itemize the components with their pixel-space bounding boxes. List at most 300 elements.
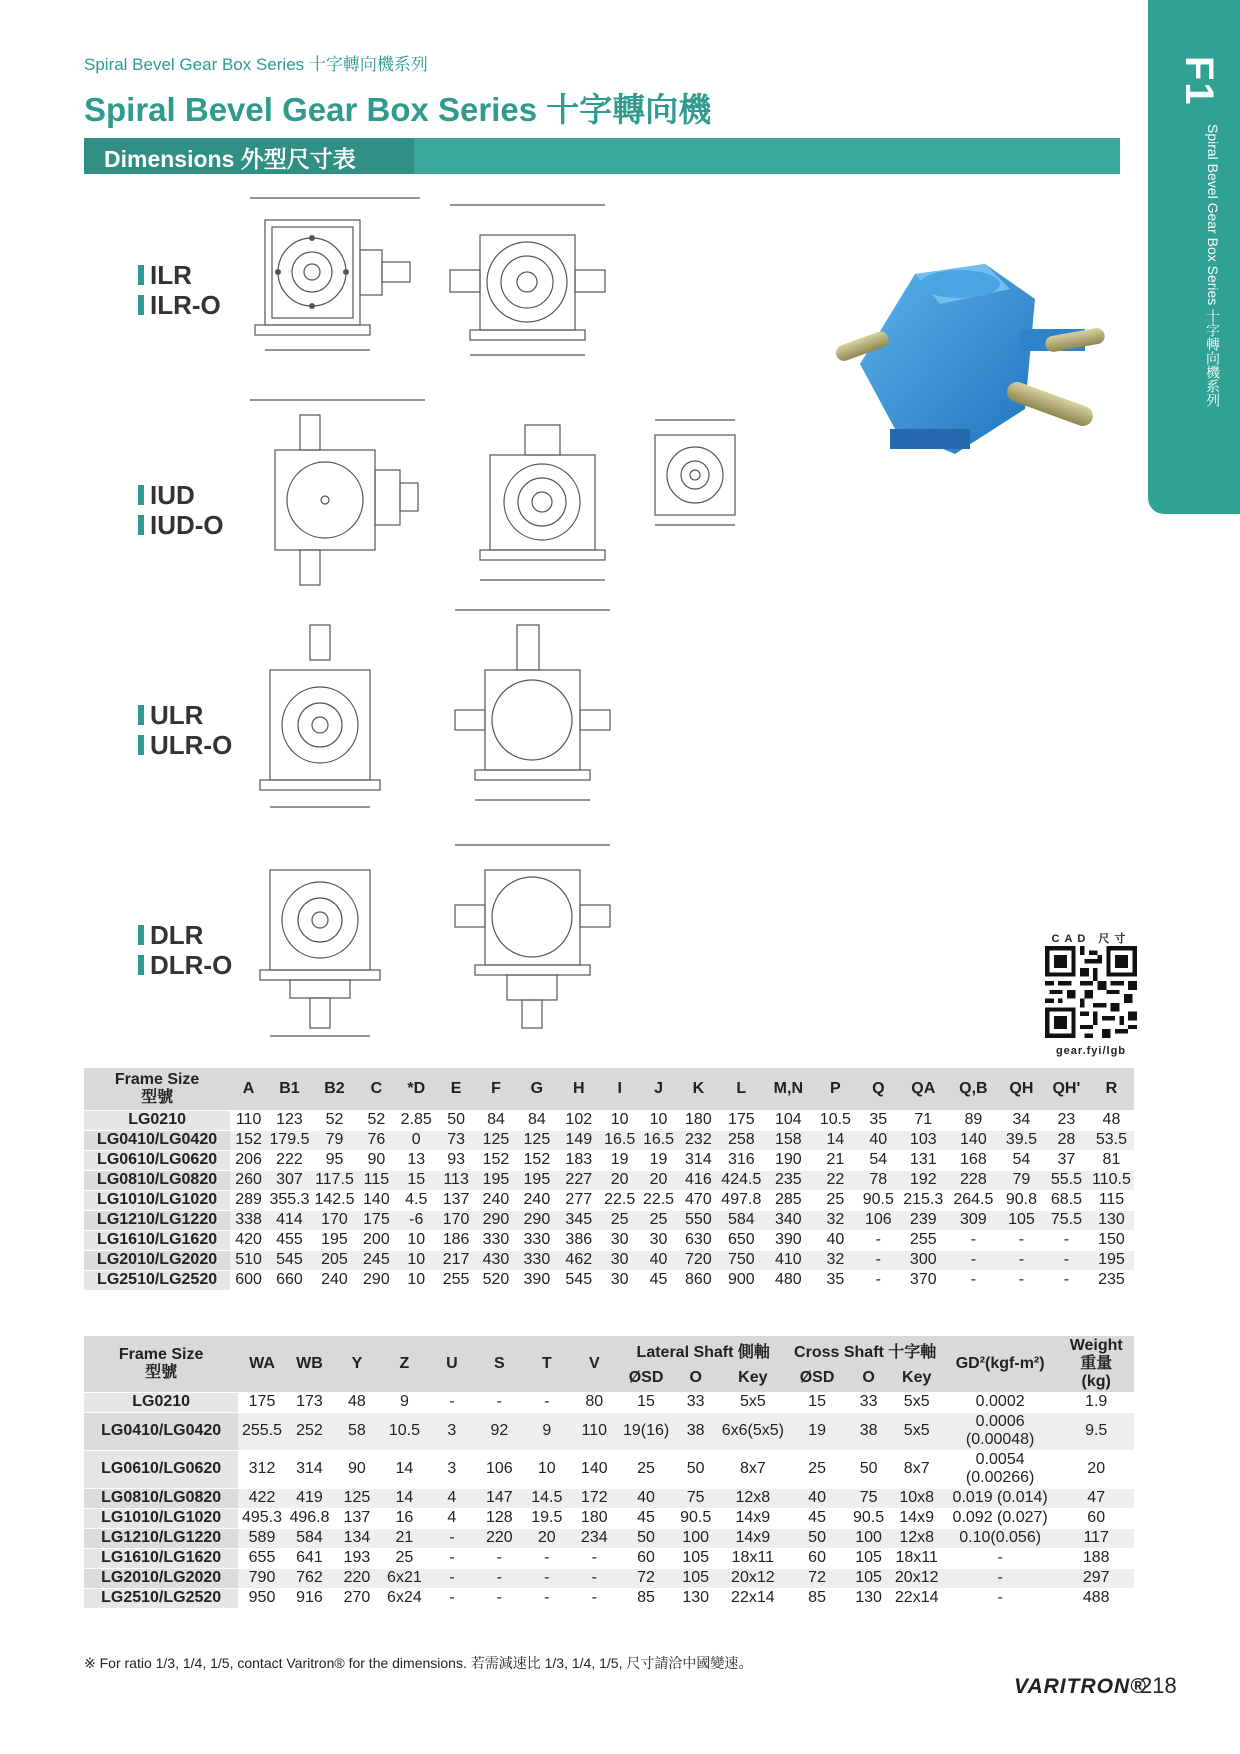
table-cell: 18x11 bbox=[892, 1548, 942, 1568]
table-cell: 10 bbox=[396, 1270, 437, 1290]
table-row bbox=[84, 1230, 1134, 1250]
table-cell: 20x12 bbox=[892, 1568, 942, 1588]
table-cell: 158 bbox=[764, 1130, 813, 1150]
table-cell: 497.8 bbox=[719, 1190, 764, 1210]
table-cell: 39.5 bbox=[999, 1130, 1044, 1150]
table-cell: 22x14 bbox=[892, 1588, 942, 1608]
table-cell: 290 bbox=[357, 1270, 396, 1290]
table-cell: 137 bbox=[333, 1508, 380, 1528]
table-cell: 10 bbox=[639, 1110, 678, 1130]
table-row bbox=[84, 1450, 1134, 1488]
frame-size-cell: LG1010/LG1020 bbox=[84, 1190, 230, 1210]
table-cell: 72 bbox=[788, 1568, 845, 1588]
col-header-gd2: GD²(kgf-m²) bbox=[942, 1336, 1059, 1392]
drawing-ulr-side bbox=[445, 605, 620, 810]
table-cell: 33 bbox=[674, 1392, 717, 1412]
table-cell: 240 bbox=[312, 1270, 357, 1290]
table-cell: 172 bbox=[571, 1488, 618, 1508]
table-cell: 10 bbox=[600, 1110, 639, 1130]
table-cell: 40 bbox=[858, 1130, 899, 1150]
gd2-cell: 0.0054 (0.00266) bbox=[942, 1450, 1059, 1488]
col-header: E bbox=[437, 1068, 476, 1110]
table-cell: 28 bbox=[1044, 1130, 1089, 1150]
table-cell: - bbox=[428, 1528, 475, 1548]
table-cell: 50 bbox=[846, 1450, 892, 1488]
side-tab-code: F1 bbox=[1177, 56, 1221, 107]
table-cell: 180 bbox=[678, 1110, 719, 1130]
table-row bbox=[84, 1528, 1134, 1548]
table-cell: - bbox=[948, 1250, 999, 1270]
table-cell: 89 bbox=[948, 1110, 999, 1130]
table-cell: 90.8 bbox=[999, 1190, 1044, 1210]
table-cell: 128 bbox=[476, 1508, 523, 1528]
table-cell: 175 bbox=[719, 1110, 764, 1130]
col-header: QH bbox=[999, 1068, 1044, 1110]
table-cell: 75.5 bbox=[1044, 1210, 1089, 1230]
table-cell: 142.5 bbox=[312, 1190, 357, 1210]
table-cell: 285 bbox=[764, 1190, 813, 1210]
table-cell: 106 bbox=[476, 1450, 523, 1488]
table-cell: 589 bbox=[238, 1528, 285, 1548]
col-header: Q,B bbox=[948, 1068, 999, 1110]
frame-size-cell: LG1210/LG1220 bbox=[84, 1210, 230, 1230]
table-cell: - bbox=[428, 1588, 475, 1608]
table-cell: 545 bbox=[557, 1270, 600, 1290]
table-row bbox=[84, 1548, 1134, 1568]
table-cell: 85 bbox=[618, 1588, 674, 1608]
table-cell: 68.5 bbox=[1044, 1190, 1089, 1210]
table-cell: - bbox=[999, 1230, 1044, 1250]
table-cell: 14x9 bbox=[717, 1528, 788, 1548]
table-cell: 90.5 bbox=[674, 1508, 717, 1528]
table-cell: 30 bbox=[600, 1250, 639, 1270]
table-cell: 16.5 bbox=[639, 1130, 678, 1150]
table-cell: - bbox=[1044, 1270, 1089, 1290]
table-cell: 92 bbox=[476, 1412, 523, 1450]
table-cell: 130 bbox=[846, 1588, 892, 1608]
table-cell: 414 bbox=[267, 1210, 312, 1230]
frame-size-cell: LG2510/LG2520 bbox=[84, 1588, 238, 1608]
table-cell: 32 bbox=[813, 1250, 858, 1270]
table-cell: 19 bbox=[788, 1412, 845, 1450]
table-row bbox=[84, 1488, 1134, 1508]
table-cell: 175 bbox=[238, 1392, 285, 1412]
col-header-cross-shaft: Cross Shaft 十字軸 bbox=[788, 1336, 941, 1364]
table-cell: 277 bbox=[557, 1190, 600, 1210]
table-cell: 55.5 bbox=[1044, 1170, 1089, 1190]
table-cell: 102 bbox=[557, 1110, 600, 1130]
model-label-ulr: ULR ULR-O bbox=[138, 700, 232, 760]
col-header: WB bbox=[286, 1336, 333, 1392]
table-cell: 330 bbox=[476, 1230, 517, 1250]
col-header: C bbox=[357, 1068, 396, 1110]
footnote: ※ For ratio 1/3, 1/4, 1/5, contact Varitron® for the dimensions. 若需減速比 1/3, 1/4, 1/5, 尺寸請洽中國變速。 bbox=[84, 1655, 753, 1671]
table-cell: 260 bbox=[230, 1170, 267, 1190]
drawing-dlr-front bbox=[255, 860, 405, 1040]
frame-size-cell: LG0210 bbox=[84, 1392, 238, 1412]
table-cell: 330 bbox=[516, 1250, 557, 1270]
col-header: QA bbox=[899, 1068, 948, 1110]
table-cell: 90 bbox=[333, 1450, 380, 1488]
model-label-ilr: ILR ILR-O bbox=[138, 260, 221, 320]
col-header: B2 bbox=[312, 1068, 357, 1110]
table-cell: 60 bbox=[788, 1548, 845, 1568]
table-cell: 289 bbox=[230, 1190, 267, 1210]
table-cell: - bbox=[858, 1250, 899, 1270]
table-cell: 227 bbox=[557, 1170, 600, 1190]
table-cell: 103 bbox=[899, 1130, 948, 1150]
col-header-frame-size: Frame Size 型號 bbox=[84, 1068, 230, 1110]
table-cell: 106 bbox=[858, 1210, 899, 1230]
table-cell: 255 bbox=[899, 1230, 948, 1250]
table-cell: 140 bbox=[571, 1450, 618, 1488]
col-header: T bbox=[523, 1336, 570, 1392]
table-cell: 12x8 bbox=[717, 1488, 788, 1508]
product-photo bbox=[820, 244, 1120, 499]
table-cell: 72 bbox=[618, 1568, 674, 1588]
table-cell: 30 bbox=[600, 1270, 639, 1290]
table-cell: - bbox=[428, 1392, 475, 1412]
table-cell: 130 bbox=[1089, 1210, 1134, 1230]
table-cell: 316 bbox=[719, 1150, 764, 1170]
table-cell: 420 bbox=[230, 1230, 267, 1250]
frame-size-cell: LG0610/LG0620 bbox=[84, 1150, 230, 1170]
table-cell: - bbox=[571, 1588, 618, 1608]
table-cell: 52 bbox=[357, 1110, 396, 1130]
table-cell: 90.5 bbox=[858, 1190, 899, 1210]
table-cell: 193 bbox=[333, 1548, 380, 1568]
qr-caption-top: CAD 尺寸 bbox=[1051, 933, 1131, 945]
table-cell: 240 bbox=[476, 1190, 517, 1210]
qr-code[interactable] bbox=[1045, 946, 1137, 1038]
table-cell: 264.5 bbox=[948, 1190, 999, 1210]
table-cell: 0 bbox=[396, 1130, 437, 1150]
table-cell: 105 bbox=[674, 1568, 717, 1588]
frame-size-cell: LG2010/LG2020 bbox=[84, 1250, 230, 1270]
table-cell: 22 bbox=[813, 1170, 858, 1190]
table-cell: 641 bbox=[286, 1548, 333, 1568]
qr-code-block[interactable] bbox=[1045, 930, 1137, 1057]
table-cell: 76 bbox=[357, 1130, 396, 1150]
col-header: K bbox=[678, 1068, 719, 1110]
table-cell: 422 bbox=[238, 1488, 285, 1508]
col-header: S bbox=[476, 1336, 523, 1392]
table-cell: 750 bbox=[719, 1250, 764, 1270]
table-cell: 235 bbox=[1089, 1270, 1134, 1290]
table-cell: 239 bbox=[899, 1210, 948, 1230]
gd2-cell: - bbox=[942, 1548, 1059, 1568]
table-cell: 30 bbox=[600, 1230, 639, 1250]
frame-size-cell: LG1610/LG1620 bbox=[84, 1548, 238, 1568]
table-cell: 105 bbox=[846, 1568, 892, 1588]
table-cell: 312 bbox=[238, 1450, 285, 1488]
col-header-frame-size: Frame Size 型號 bbox=[84, 1336, 238, 1392]
table-cell: 6x6(5x5) bbox=[717, 1412, 788, 1450]
table-cell: 19 bbox=[600, 1150, 639, 1170]
table-cell: 45 bbox=[639, 1270, 678, 1290]
table-cell: 355.3 bbox=[267, 1190, 312, 1210]
table-cell: 290 bbox=[516, 1210, 557, 1230]
table-cell: 338 bbox=[230, 1210, 267, 1230]
table-cell: 105 bbox=[999, 1210, 1044, 1230]
table-cell: 10.5 bbox=[813, 1110, 858, 1130]
table-cell: 20x12 bbox=[717, 1568, 788, 1588]
table-row bbox=[84, 1412, 1134, 1450]
table-cell: 105 bbox=[674, 1548, 717, 1568]
table-cell: 215.3 bbox=[899, 1190, 948, 1210]
table-cell: 175 bbox=[357, 1210, 396, 1230]
table-cell: 100 bbox=[674, 1528, 717, 1548]
table-cell: 22.5 bbox=[600, 1190, 639, 1210]
table-cell: 35 bbox=[813, 1270, 858, 1290]
table-cell: 75 bbox=[674, 1488, 717, 1508]
table-cell: 390 bbox=[516, 1270, 557, 1290]
table-cell: 147 bbox=[476, 1488, 523, 1508]
table-row bbox=[84, 1150, 1134, 1170]
table-cell: 58 bbox=[333, 1412, 380, 1450]
table-cell: 110 bbox=[571, 1412, 618, 1450]
frame-size-cell: LG0410/LG0420 bbox=[84, 1412, 238, 1450]
table-cell: 520 bbox=[476, 1270, 517, 1290]
table-cell: 290 bbox=[476, 1210, 517, 1230]
table-cell: 50 bbox=[437, 1110, 476, 1130]
table-cell: 192 bbox=[899, 1170, 948, 1190]
table-cell: 495.3 bbox=[238, 1508, 285, 1528]
frame-size-cell: LG1210/LG1220 bbox=[84, 1528, 238, 1548]
table-cell: 104 bbox=[764, 1110, 813, 1130]
table-cell: 20 bbox=[600, 1170, 639, 1190]
table-cell: 510 bbox=[230, 1250, 267, 1270]
table-cell: 186 bbox=[437, 1230, 476, 1250]
table-cell: 150 bbox=[1089, 1230, 1134, 1250]
table-cell: 60 bbox=[618, 1548, 674, 1568]
col-header: QH' bbox=[1044, 1068, 1089, 1110]
table-cell: 330 bbox=[516, 1230, 557, 1250]
table-cell: 75 bbox=[846, 1488, 892, 1508]
table-cell: 245 bbox=[357, 1250, 396, 1270]
table-cell: 170 bbox=[312, 1210, 357, 1230]
table-cell: 190 bbox=[764, 1150, 813, 1170]
col-subheader: O bbox=[674, 1364, 717, 1392]
qr-caption-bottom: gear.fyi/lgb bbox=[1055, 1045, 1127, 1057]
table-cell: 9 bbox=[523, 1412, 570, 1450]
col-header: B1 bbox=[267, 1068, 312, 1110]
table-cell: 32 bbox=[813, 1210, 858, 1230]
drawing-ulr-front bbox=[255, 615, 405, 815]
table-cell: 50 bbox=[618, 1528, 674, 1548]
table-cell: 4 bbox=[428, 1508, 475, 1528]
breadcrumb: Spiral Bevel Gear Box Series 十字轉向機系列 bbox=[84, 55, 428, 74]
table-cell: 79 bbox=[999, 1170, 1044, 1190]
table-cell: 14 bbox=[381, 1488, 428, 1508]
table-cell: 10x8 bbox=[892, 1488, 942, 1508]
table-cell: 220 bbox=[333, 1568, 380, 1588]
dimensions-table bbox=[84, 1068, 1134, 1290]
table-cell: 10 bbox=[523, 1450, 570, 1488]
side-tab-text: Spiral Bevel Gear Box Series 十字轉向機系列 bbox=[1205, 124, 1221, 408]
table-row bbox=[84, 1130, 1134, 1150]
table-cell: 84 bbox=[516, 1110, 557, 1130]
table-cell: 762 bbox=[286, 1568, 333, 1588]
gd2-cell: 0.0006 (0.00048) bbox=[942, 1412, 1059, 1450]
gd2-cell: - bbox=[942, 1568, 1059, 1588]
table-cell: 14 bbox=[381, 1450, 428, 1488]
table-cell: 220 bbox=[476, 1528, 523, 1548]
drawing-ilr-front bbox=[250, 190, 420, 365]
table-cell: 660 bbox=[267, 1270, 312, 1290]
col-header: V bbox=[571, 1336, 618, 1392]
table-cell: 113 bbox=[437, 1170, 476, 1190]
table-cell: 152 bbox=[230, 1130, 267, 1150]
table-cell: 90.5 bbox=[846, 1508, 892, 1528]
table-cell: 140 bbox=[948, 1130, 999, 1150]
table-cell: 37 bbox=[1044, 1150, 1089, 1170]
table-cell: 950 bbox=[238, 1588, 285, 1608]
table-cell: 430 bbox=[476, 1250, 517, 1270]
table-cell: 25 bbox=[639, 1210, 678, 1230]
col-header: J bbox=[639, 1068, 678, 1110]
table-cell: 235 bbox=[764, 1170, 813, 1190]
table-cell: 720 bbox=[678, 1250, 719, 1270]
table-row bbox=[84, 1392, 1134, 1412]
table-cell: - bbox=[476, 1392, 523, 1412]
table-cell: - bbox=[476, 1548, 523, 1568]
table-cell: 81 bbox=[1089, 1150, 1134, 1170]
table-cell: 54 bbox=[858, 1150, 899, 1170]
gd2-cell: 0.0002 bbox=[942, 1392, 1059, 1412]
table-cell: 9 bbox=[381, 1392, 428, 1412]
table-cell: 6x24 bbox=[381, 1588, 428, 1608]
table-row bbox=[84, 1110, 1134, 1130]
table-cell: 16.5 bbox=[600, 1130, 639, 1150]
table-cell: 228 bbox=[948, 1170, 999, 1190]
table-cell: - bbox=[476, 1588, 523, 1608]
table-cell: 584 bbox=[286, 1528, 333, 1548]
table-cell: 115 bbox=[357, 1170, 396, 1190]
gd2-cell: 0.092 (0.027) bbox=[942, 1508, 1059, 1528]
table-cell: 200 bbox=[357, 1230, 396, 1250]
col-header: U bbox=[428, 1336, 475, 1392]
table-cell: 424.5 bbox=[719, 1170, 764, 1190]
table-cell: 600 bbox=[230, 1270, 267, 1290]
table-cell: - bbox=[523, 1568, 570, 1588]
table-cell: 40 bbox=[788, 1488, 845, 1508]
table-cell: 95 bbox=[312, 1150, 357, 1170]
page-title: Spiral Bevel Gear Box Series 十字轉向機 bbox=[84, 91, 712, 128]
table-cell: 8x7 bbox=[892, 1450, 942, 1488]
table-cell: 137 bbox=[437, 1190, 476, 1210]
table-cell: 53.5 bbox=[1089, 1130, 1134, 1150]
table-cell: 630 bbox=[678, 1230, 719, 1250]
table-cell: 790 bbox=[238, 1568, 285, 1588]
table-cell: 25 bbox=[788, 1450, 845, 1488]
table-cell: 4.5 bbox=[396, 1190, 437, 1210]
table-cell: 40 bbox=[639, 1250, 678, 1270]
table-cell: - bbox=[523, 1392, 570, 1412]
table-cell: 125 bbox=[476, 1130, 517, 1150]
table-cell: 40 bbox=[618, 1488, 674, 1508]
table-cell: 386 bbox=[557, 1230, 600, 1250]
table-cell: 38 bbox=[846, 1412, 892, 1450]
table-cell: 125 bbox=[333, 1488, 380, 1508]
table-cell: 25 bbox=[600, 1210, 639, 1230]
table-cell: 10.5 bbox=[381, 1412, 428, 1450]
table-cell: 5x5 bbox=[892, 1412, 942, 1450]
table-cell: 50 bbox=[788, 1528, 845, 1548]
table-cell: 13 bbox=[396, 1150, 437, 1170]
table-cell: 15 bbox=[396, 1170, 437, 1190]
table-cell: 195 bbox=[1089, 1250, 1134, 1270]
table-cell: 860 bbox=[678, 1270, 719, 1290]
table-cell: 110.5 bbox=[1089, 1170, 1134, 1190]
table-cell: 550 bbox=[678, 1210, 719, 1230]
table-cell: 183 bbox=[557, 1150, 600, 1170]
drawing-iud-flange bbox=[650, 415, 740, 530]
table-cell: 21 bbox=[813, 1150, 858, 1170]
col-header: *D bbox=[396, 1068, 437, 1110]
weight-cell: 47 bbox=[1058, 1488, 1134, 1508]
page-number: 218 bbox=[1140, 1673, 1177, 1698]
col-header-weight: Weight 重量 (kg) bbox=[1058, 1336, 1134, 1392]
table-cell: - bbox=[948, 1270, 999, 1290]
table-cell: 14 bbox=[813, 1130, 858, 1150]
table-cell: 48 bbox=[1089, 1110, 1134, 1130]
table-cell: 916 bbox=[286, 1588, 333, 1608]
weight-cell: 117 bbox=[1058, 1528, 1134, 1548]
col-subheader: Key bbox=[892, 1364, 942, 1392]
table-cell: 255.5 bbox=[238, 1412, 285, 1450]
table-cell: - bbox=[948, 1230, 999, 1250]
col-header: F bbox=[476, 1068, 517, 1110]
section-title: Dimensions 外型尺寸表 bbox=[104, 146, 356, 172]
table-cell: 123 bbox=[267, 1110, 312, 1130]
frame-size-cell: LG1010/LG1020 bbox=[84, 1508, 238, 1528]
col-header: WA bbox=[238, 1336, 285, 1392]
table-cell: - bbox=[571, 1548, 618, 1568]
table-cell: 149 bbox=[557, 1130, 600, 1150]
table-cell: 4 bbox=[428, 1488, 475, 1508]
drawing-ilr-side bbox=[440, 200, 615, 365]
model-label-iud: IUD IUD-O bbox=[138, 480, 224, 540]
frame-size-cell: LG0410/LG0420 bbox=[84, 1130, 230, 1150]
table-cell: 23 bbox=[1044, 1110, 1089, 1130]
table-cell: 455 bbox=[267, 1230, 312, 1250]
table-cell: - bbox=[523, 1548, 570, 1568]
table-row bbox=[84, 1568, 1134, 1588]
weight-cell: 488 bbox=[1058, 1588, 1134, 1608]
table-row bbox=[84, 1170, 1134, 1190]
table-cell: 179.5 bbox=[267, 1130, 312, 1150]
table-cell: 18x11 bbox=[717, 1548, 788, 1568]
table-cell: 93 bbox=[437, 1150, 476, 1170]
table-cell: 78 bbox=[858, 1170, 899, 1190]
table-cell: 2.85 bbox=[396, 1110, 437, 1130]
table-cell: - bbox=[428, 1568, 475, 1588]
table-cell: 14x9 bbox=[892, 1508, 942, 1528]
table-cell: 307 bbox=[267, 1170, 312, 1190]
shaft-weight-table bbox=[84, 1336, 1134, 1608]
table-cell: 255 bbox=[437, 1270, 476, 1290]
table-cell: 180 bbox=[571, 1508, 618, 1528]
table-cell: -6 bbox=[396, 1210, 437, 1230]
gd2-cell: 0.019 (0.014) bbox=[942, 1488, 1059, 1508]
table-cell: 21 bbox=[381, 1528, 428, 1548]
table-cell: - bbox=[1044, 1230, 1089, 1250]
table-cell: 134 bbox=[333, 1528, 380, 1548]
table-cell: 410 bbox=[764, 1250, 813, 1270]
table-cell: 10 bbox=[396, 1250, 437, 1270]
weight-cell: 9.5 bbox=[1058, 1412, 1134, 1450]
